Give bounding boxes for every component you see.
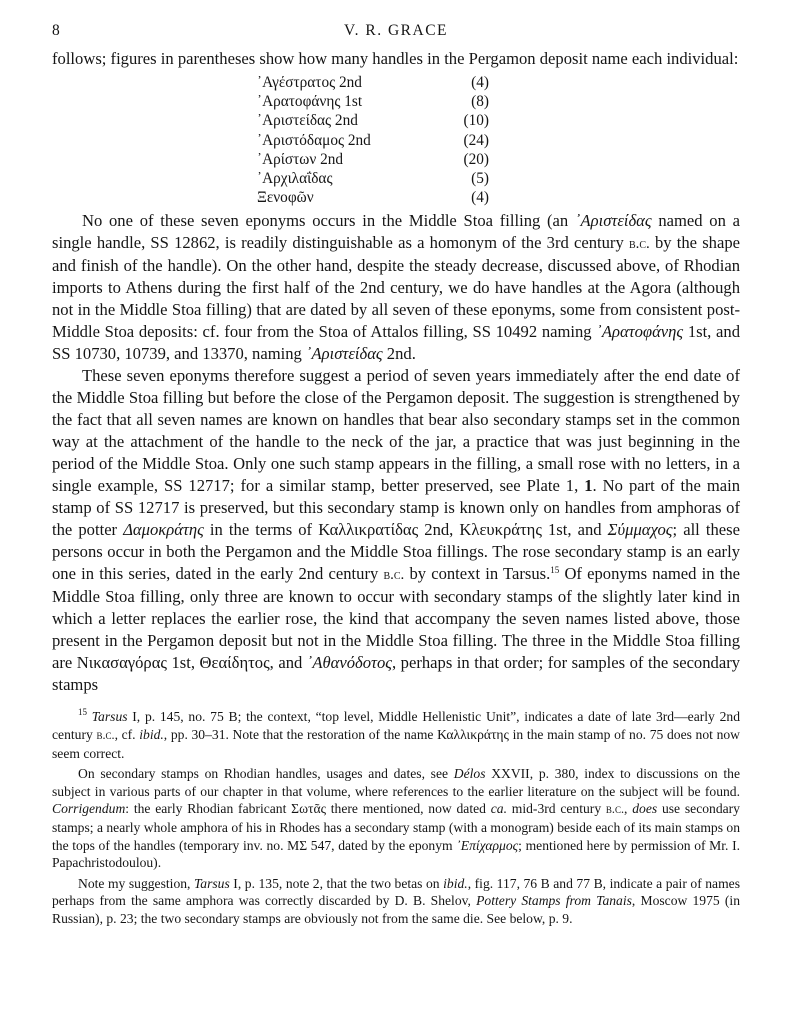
eponym-count: (24) — [463, 131, 489, 149]
text-run: mid-3rd century — [506, 801, 606, 817]
citation-title: Délos — [453, 766, 486, 782]
text-run: I, p. 145, no. 75 B; the context, “top level, Middle Hellenistic Unit”, indicates a date of late 3rd—early 2nd century — [52, 709, 740, 743]
footnotes — [52, 708, 740, 927]
eponym-row — [257, 92, 489, 111]
text-run: ; all these persons occur in both the Pergamon and the Middle Stoa fillings. The rose secondary stamp is an early one in this series, dated in the early 2nd century — [52, 520, 740, 584]
citation-title: Pottery Stamps from Tanais — [476, 893, 632, 909]
greek-name: ᾿Αριστείδας — [305, 344, 383, 364]
text-run: , cf. — [114, 727, 140, 743]
footnote-secondary-stamps — [52, 765, 740, 872]
eponym-count: (20) — [463, 150, 489, 168]
running-head: V. R. GRACE — [343, 22, 449, 39]
eponym-name: ᾿Αριστόδαμος 2nd — [257, 131, 371, 149]
paragraph-secondary-stamps — [52, 365, 740, 696]
plate-reference: 1 — [584, 476, 593, 496]
text-run: , Moscow 1975 (in Russian), p. 23; the two secondary stamps are obviously not from the same die. See below, p. 9. — [52, 893, 740, 926]
corrigendum-label: Corrigendum — [52, 801, 126, 817]
eponym-count: (8) — [471, 93, 489, 111]
text-run: in the terms of — [203, 520, 319, 540]
era-abbreviation: b.c. — [383, 567, 405, 584]
greek-name: Σωτᾶς — [291, 801, 326, 817]
eponym-row — [257, 188, 489, 207]
text-run: . No part of the main stamp of SS 12717 is preserved, but this secondary stamp is known only on handles from amphoras of the potter — [52, 476, 741, 540]
main-text — [52, 48, 740, 696]
greek-name: ᾿Επίχαρμος — [456, 837, 519, 853]
eponym-row — [257, 73, 489, 92]
footnote-number: 15 — [78, 707, 87, 718]
text-run: , and — [269, 653, 307, 673]
citation-title: Tarsus — [193, 875, 230, 891]
text-run: Of eponyms named in the Middle Stoa filling, only three are known to occur with secondary stamps of the slightly later kind in which a letter replaces the earlier rose, the kind that accompany the seven names listed above, those present in the Pergamon deposit but not in the Middle Stoa filling. The three in the Middle Stoa filling are — [52, 564, 740, 673]
text-run: XXVII, p. 380, index to discussions on the subject in various parts of our chapter in that volume, where references to the earlier literature on the subject will be found. — [52, 766, 740, 799]
greek-name: Καλλικράτης — [437, 727, 509, 743]
footnote-betas — [52, 875, 740, 928]
text-run: Note my suggestion, — [78, 875, 194, 891]
paragraph-eponyms-absent — [52, 210, 740, 365]
text-run: , — [624, 801, 633, 817]
greek-name: ᾿Αρατοφάνης — [596, 322, 684, 342]
text-run: 2nd. — [382, 344, 416, 364]
greek-name: ᾿Αθανόδοτος — [306, 653, 392, 673]
greek-name: ᾿Αριστείδας — [574, 211, 652, 231]
text-run: there mentioned, now dated — [325, 801, 491, 817]
latin-abbreviation: ca. — [490, 801, 507, 817]
era-abbreviation: b.c. — [628, 236, 650, 253]
eponym-count: (4) — [471, 189, 489, 207]
eponym-row — [257, 169, 489, 188]
page-number: 8 — [52, 22, 60, 39]
text-run: No one of these seven eponyms occurs in the Middle Stoa filling (an — [82, 211, 575, 231]
eponym-name: ᾿Αρχιλαΐδας — [257, 170, 333, 188]
footnote-reference[interactable]: 15 — [550, 565, 560, 576]
text-run: On secondary stamps on Rhodian handles, usages and dates, see — [78, 766, 454, 782]
text-run: , pp. 30–31. Note that the restoration of the name — [163, 727, 438, 743]
text-run: by the shape and finish of the handle). On the other hand, despite the steady decrease, discussed above, of Rhodian imports to Athens during the first half of the 2nd century, we do have handles at the Agora (although not in the Middle Stoa filling) that are dated by all seven of these eponyms, some from consistent post-Middle Stoa deposits: cf. four from the Stoa of Attalos filling, SS 10492 naming — [52, 233, 741, 342]
text-run: : the early Rhodian fabricant — [125, 801, 292, 817]
greek-name: Νικασαγόρας — [76, 653, 167, 673]
eponym-count: (5) — [471, 170, 489, 188]
eponym-name: ᾿Αγέστρατος 2nd — [257, 74, 362, 91]
emphasis: does — [632, 801, 658, 817]
greek-name: Θεαίδητος — [199, 653, 270, 673]
eponym-count: (10) — [463, 112, 489, 130]
eponym-name: Ξενοφῶν — [257, 189, 314, 207]
greek-name: Δαμοκράτης — [123, 520, 204, 540]
greek-name: Κλευκράτης — [459, 520, 542, 540]
text-run: by context in Tarsus. — [404, 564, 551, 584]
citation-title: Tarsus — [91, 709, 128, 725]
page — [52, 22, 740, 931]
citation-abbreviation: ibid. — [443, 875, 468, 891]
eponym-name: ᾿Αρατοφάνης 1st — [257, 93, 363, 111]
text-run: , fig. 117, 76 B and 77 B, indicate a pair of names perhaps from the same amphora was correctly discarded by D. B. Shelov, — [52, 875, 740, 909]
intro-paragraph: follows; figures in parentheses show how many handles in the Pergamon deposit name each individual: — [52, 49, 739, 68]
text-run: 1st, and SS 10730, 10739, and 13370, naming — [52, 322, 740, 364]
text-run: use secondary stamps; a nearly whole amphora of his in Rhodes has a secondary stamp (with a monogram) beside each of its main stamps on the tops of the handles (temporary inv. no. ΜΣ 547, dated by the eponym — [52, 801, 740, 853]
text-run: 2nd, — [418, 520, 460, 540]
greek-name: Σύμμαχος — [607, 520, 673, 540]
text-run: named on a single handle, SS 12862, is readily distinguishable as a homonym of the 3rd century — [52, 211, 740, 253]
eponym-list — [257, 73, 489, 207]
greek-name: Καλλικρατίδας — [318, 520, 419, 540]
page-header — [52, 22, 740, 48]
eponym-count: (4) — [471, 74, 489, 91]
era-abbreviation: b.c. — [605, 802, 625, 817]
eponym-row — [257, 150, 489, 169]
footnote-15 — [52, 708, 740, 762]
text-run: , perhaps in that order; for samples of the secondary stamps — [52, 653, 741, 695]
text-run: ; mentioned here by permission of Mr. I. Papachristodoulou). — [52, 837, 740, 871]
text-run: 1st, and — [541, 520, 608, 540]
era-abbreviation: b.c. — [96, 728, 115, 743]
citation-abbreviation: ibid. — [139, 727, 164, 743]
eponym-name: ᾿Αριστείδας 2nd — [257, 112, 358, 130]
eponym-row — [257, 131, 489, 150]
text-run: 1st, — [166, 653, 200, 673]
text-run: These seven eponyms therefore suggest a period of seven years immediately after the end date of the Middle Stoa filling but before the close of the Pergamon deposit. The suggestion is strengthened by the fact that all seven names are known on handles that bear also secondary stamps set in the common way at the attachment of the handle to the neck of the jar, a practice that was just beginning in the period of the Middle Stoa. Only one such stamp appears in the filling, a small rose with no letters, in a single example, SS 12717; for a similar stamp, better preserved, see Plate 1, — [52, 366, 740, 496]
eponym-row — [257, 111, 489, 130]
text-run: I, p. 135, note 2, that the two betas on — [229, 875, 444, 891]
eponym-name: ᾿Αρίστων 2nd — [257, 150, 344, 168]
text-run: in the main stamp of no. 75 does not now seem correct. — [52, 727, 740, 761]
